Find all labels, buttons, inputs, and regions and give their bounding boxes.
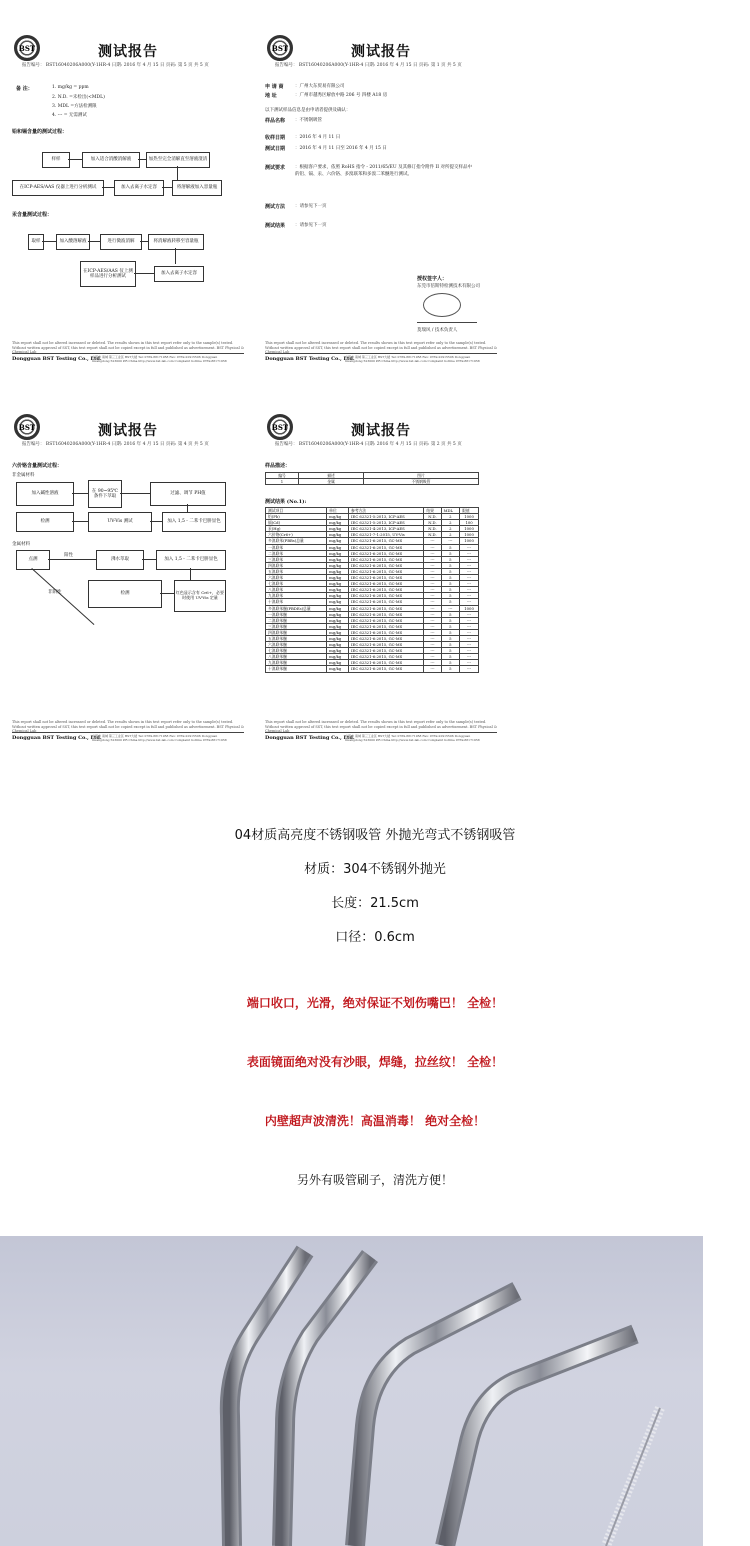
- flow-arrow: [48, 559, 96, 560]
- table-cell: IEC 62321-6:2015, GC-MS: [349, 562, 424, 568]
- table-cell: 1000: [460, 605, 479, 611]
- flow-box: 在 90~95℃ 条件下萃取: [88, 480, 122, 508]
- flow-arrow: [31, 568, 94, 625]
- section-heading: 汞含量测试过程：: [12, 212, 53, 218]
- table-cell: 5: [441, 635, 460, 641]
- flow-arrow: [187, 504, 188, 512]
- company-address: 东莞市 南城 第三工业区 BST大楼 Tel: 0769-88171958 Fax: 0769-22915506 Dongguan Guangdong 523000 P.R.China http://www.bst-lab.com Complaint hotline 0769-88171958: [345, 355, 480, 363]
- table-cell: mg/kg: [327, 587, 349, 593]
- table-cell: ---: [460, 623, 479, 629]
- report-title: 测试报告: [98, 423, 158, 439]
- sample-table: [265, 472, 479, 485]
- table-cell: mg/kg: [327, 520, 349, 526]
- table-cell: 七溴联苯: [266, 581, 327, 587]
- table-cell: 多溴联苯(PBBs)总量: [266, 538, 327, 544]
- table-cell: 五溴联苯: [266, 568, 327, 574]
- flow-arrow: [72, 521, 88, 522]
- brush-note: 另外有吸管刷子，清洗方便！: [296, 1173, 453, 1187]
- sample-info-note: 以下测试样品信息是由申请者提供及确认：: [265, 108, 351, 113]
- table-header-cell: MDL: [441, 508, 460, 514]
- flow-arrow: [162, 187, 172, 188]
- flow-arrow: [42, 241, 56, 242]
- table-cell: 五溴联苯醚: [266, 635, 327, 641]
- table-cell: 5: [441, 617, 460, 623]
- flow-box: UV-Vis 测试: [88, 512, 152, 532]
- table-cell: IEC 62321-6:2015, GC-MS: [349, 623, 424, 629]
- flow-box: 加入碱性溶液: [16, 482, 74, 506]
- table-cell: IEC 62321-7-1:2015, UV-Vis: [349, 532, 424, 538]
- section-heading: 铅和镉含量的测试过程：: [12, 129, 68, 135]
- report-footer: [12, 353, 244, 362]
- result-label: 测试结果: [265, 223, 286, 229]
- flow-box: 将溶解液加入容量瓶: [172, 180, 222, 196]
- table-cell: ---: [460, 575, 479, 581]
- table-cell: ---: [460, 654, 479, 660]
- table-cell: 镉(Cd): [266, 520, 327, 526]
- results-table: [265, 507, 479, 673]
- flow-box: 将消解液转移至容量瓶: [148, 234, 204, 250]
- table-cell: 5: [441, 623, 460, 629]
- table-cell: 八溴联苯醚: [266, 654, 327, 660]
- table-cell: ---: [424, 617, 441, 623]
- report-page-1: [12, 35, 244, 370]
- table-header-cell: 参考方法: [349, 508, 424, 514]
- subsection-label: 非金属材料: [12, 473, 35, 478]
- table-cell: ---: [424, 642, 441, 648]
- report-meta: 报告编号： BST16040206A000(Y-1HR-4 日期: 2016 年 4 月 15 日 页码: 第 5 页 共 5 页: [22, 63, 209, 68]
- table-cell: ---: [460, 562, 479, 568]
- table-cell: mg/kg: [327, 514, 349, 520]
- table-cell: 5: [441, 611, 460, 617]
- flow-box: 沸水萃取: [96, 550, 144, 570]
- table-cell: N.D.: [424, 514, 441, 520]
- table-cell: 5: [441, 660, 460, 666]
- table-cell: 二溴联苯醚: [266, 617, 327, 623]
- table-cell: mg/kg: [327, 654, 349, 660]
- table-cell: ---: [460, 635, 479, 641]
- table-cell: mg/kg: [327, 635, 349, 641]
- flow-arrow: [134, 273, 154, 274]
- table-cell: IEC 62321-6:2015, GC-MS: [349, 617, 424, 623]
- table-cell: mg/kg: [327, 617, 349, 623]
- sample-value: ：不锈钢吸管: [295, 118, 322, 123]
- table-cell: 七溴联苯醚: [266, 648, 327, 654]
- table-cell: ---: [460, 660, 479, 666]
- table-cell: 2: [441, 526, 460, 532]
- table-cell: 四溴联苯醚: [266, 629, 327, 635]
- flow-arrow: [68, 159, 82, 160]
- table-cell: ---: [460, 648, 479, 654]
- product-length: 长度：21.5cm: [331, 896, 419, 911]
- table-cell: ---: [424, 538, 441, 544]
- table-cell: ---: [424, 587, 441, 593]
- table-cell: N.D.: [424, 532, 441, 538]
- table-cell: 2: [441, 514, 460, 520]
- flow-arrow: [160, 593, 174, 594]
- test-date-label: 测试日期: [265, 146, 286, 152]
- table-cell: 六溴联苯: [266, 575, 327, 581]
- table-cell: 六价铬(Cr6+): [266, 532, 327, 538]
- disclaimer-text: This report shall not be altered increased or deleted. The results shown in this test report refer only to the sample(s) tested. Without written approval of SST, this test report shall not be copied except in full and published as advertisement. BST Physical & Chemical Lab: [265, 720, 497, 734]
- table-cell: 5: [441, 666, 460, 672]
- report-title: 测试报告: [351, 423, 411, 439]
- table-cell: 100: [460, 520, 479, 526]
- table-cell: mg/kg: [327, 538, 349, 544]
- table-cell: ---: [424, 660, 441, 666]
- flow-box: 加热至完全消解直至溶液澄清: [146, 152, 210, 168]
- table-header-cell: 测试项目: [266, 508, 327, 514]
- flow-box: 红色显示含有 Cr6+，必要时使用 UV-Vis 定量: [174, 580, 226, 612]
- table-cell: 三溴联苯醚: [266, 623, 327, 629]
- table-cell: 5: [441, 575, 460, 581]
- table-cell: 2: [441, 520, 460, 526]
- table-cell: 1000: [460, 514, 479, 520]
- feature-line: 表面镜面绝对没有沙眼，焊缝，拉丝纹！ 全检！: [246, 1055, 504, 1069]
- table-cell: 5: [441, 544, 460, 550]
- company-name: Dongguan BST Testing Co., Ltd.: [12, 356, 102, 362]
- report-page-3: [12, 414, 244, 749]
- table-cell: ---: [424, 556, 441, 562]
- flow-box: 加入 1,5 - 二苯卡巴肼显色: [156, 550, 226, 570]
- requirement-label: 测试要求: [265, 165, 286, 171]
- subsection-label: 金属材料: [12, 542, 30, 547]
- table-cell: ---: [424, 562, 441, 568]
- table-cell: ---: [460, 550, 479, 556]
- sample-label: 样品名称: [265, 118, 286, 124]
- table-cell: 九溴联苯醚: [266, 660, 327, 666]
- table-cell: mg/kg: [327, 666, 349, 672]
- table-cell: mg/kg: [327, 593, 349, 599]
- table-cell: mg/kg: [327, 629, 349, 635]
- table-cell: ---: [424, 635, 441, 641]
- report-page-2: [265, 35, 497, 370]
- section-heading: 测试结果 (No.1):: [265, 499, 307, 505]
- company-name: Dongguan BST Testing Co., Ltd.: [265, 356, 355, 362]
- table-cell: 多溴联苯醚(PBDEs)总量: [266, 605, 327, 611]
- table-cell: ---: [424, 581, 441, 587]
- note-line: 3. MDL =方法检测限: [52, 104, 97, 109]
- flow-arrow: [142, 559, 156, 560]
- table-cell: IEC 62321-6:2015, GC-MS: [349, 587, 424, 593]
- table-cell: mg/kg: [327, 599, 349, 605]
- flow-box: 过滤、调节 PH值: [150, 482, 226, 506]
- table-cell: IEC 62321-6:2015, GC-MS: [349, 556, 424, 562]
- table-cell: 九溴联苯: [266, 593, 327, 599]
- table-cell: 5: [441, 562, 460, 568]
- applicant-label: 申 请 商: [265, 84, 284, 90]
- table-cell: 5: [441, 587, 460, 593]
- table-header-cell: 编号: [266, 473, 299, 479]
- table-cell: IEC 62321-6:2015, GC-MS: [349, 550, 424, 556]
- company-name: Dongguan BST Testing Co., Ltd.: [265, 735, 355, 741]
- table-cell: 2: [441, 532, 460, 538]
- flow-box: 在ICP-AES/AAS 仪上测样品进行分析测试: [80, 261, 136, 287]
- table-cell: ---: [460, 587, 479, 593]
- table-cell: mg/kg: [327, 526, 349, 532]
- feature-line: 内壁超声波清洗！高温消毒！ 绝对全检！: [264, 1114, 486, 1128]
- flow-arrow: [175, 248, 176, 264]
- flow-arrow: [72, 493, 88, 494]
- table-row: [266, 479, 479, 485]
- table-cell: IEC 62321-6:2015, GC-MS: [349, 635, 424, 641]
- table-cell: 三溴联苯: [266, 556, 327, 562]
- table-cell: mg/kg: [327, 544, 349, 550]
- flow-box: 取样: [28, 234, 44, 250]
- table-cell: mg/kg: [327, 605, 349, 611]
- table-cell: IEC 62321-6:2015, GC-MS: [349, 593, 424, 599]
- table-cell: ---: [424, 593, 441, 599]
- table-cell: 5: [441, 629, 460, 635]
- section-heading: 六价铬含量测试过程：: [12, 463, 63, 469]
- table-cell: IEC 62321-6:2015, GC-MS: [349, 544, 424, 550]
- table-cell: IEC 62321-5:2013, ICP-AES: [349, 520, 424, 526]
- flow-arrow: [177, 166, 178, 180]
- flow-box: 加入去离子水定容: [114, 180, 164, 196]
- table-header-cell: 图片: [364, 473, 479, 479]
- bst-logo-icon: BST: [267, 35, 293, 61]
- table-cell: N.D.: [424, 526, 441, 532]
- note-line: 4. --- = 无需测试: [52, 113, 87, 118]
- table-cell: mg/kg: [327, 575, 349, 581]
- disclaimer-text: This report shall not be altered increased or deleted. The results shown in this test report refer only to the sample(s) tested. Without written approval of SST, this test report shall not be copied except in full and published as advertisement. BST Physical & Chemical Lab: [265, 341, 497, 355]
- bst-logo-icon: BST: [267, 414, 293, 440]
- table-cell: ---: [424, 550, 441, 556]
- table-cell: mg/kg: [327, 660, 349, 666]
- bst-logo-icon: BST: [14, 414, 40, 440]
- table-cell: mg/kg: [327, 648, 349, 654]
- table-cell: ---: [424, 605, 441, 611]
- company-name: Dongguan BST Testing Co., Ltd.: [12, 735, 102, 741]
- table-cell: 1: [266, 479, 299, 485]
- company-address: 东莞市 南城 第三工业区 BST大楼 Tel: 0769-88171958 Fax: 0769-22915506 Dongguan Guangdong 523000 P.R.China http://www.bst-lab.com Complaint hotline 0769-88171958: [345, 734, 480, 742]
- report-footer: [12, 732, 244, 741]
- disclaimer-text: This report shall not be altered increased or deleted. The results shown in this test report refer only to the sample(s) tested. Without written approval of SST, this test report shall not be copied except in full and published as advertisement. BST Physical & Chemical Lab: [12, 720, 244, 734]
- straws-image: [0, 1236, 703, 1546]
- note-line: 1. mg/kg = ppm: [52, 85, 89, 90]
- product-title: 04材质高亮度不锈钢吸管 外抛光弯式不锈钢吸管: [234, 828, 516, 843]
- table-cell: 5: [441, 581, 460, 587]
- table-cell: 十溴联苯: [266, 599, 327, 605]
- table-cell: IEC 62321-6:2015, GC-MS: [349, 666, 424, 672]
- table-cell: mg/kg: [327, 568, 349, 574]
- report-meta: 报告编号： BST16040206A000(Y-1HR-4 日期: 2016 年 4 月 15 日 页码: 第 1 页 共 5 页: [275, 63, 462, 68]
- table-cell: ---: [424, 568, 441, 574]
- received-label: 收样日期: [265, 135, 286, 141]
- table-cell: mg/kg: [327, 550, 349, 556]
- table-cell: IEC 62321-6:2015, GC-MS: [349, 629, 424, 635]
- table-cell: 5: [441, 556, 460, 562]
- table-header-cell: 单位: [327, 508, 349, 514]
- result-value: ：请参见下一页: [295, 223, 327, 228]
- product-material: 材质：304不锈钢外抛光: [304, 862, 446, 877]
- flow-box: 样样: [42, 152, 70, 168]
- table-cell: IEC 62321-6:2015, GC-MS: [349, 654, 424, 660]
- table-cell: IEC 62321-6:2015, GC-MS: [349, 581, 424, 587]
- report-footer: [265, 353, 497, 362]
- note-line: 2. N.D. =未检出(<MDL): [52, 95, 105, 100]
- table-cell: ---: [460, 666, 479, 672]
- requirement-value: ：根据客户要求，依照 RoHS 指令 - 2011/65/EU 及其修订指令附件 II 对所提交样品中的铅、镉、汞、六价铬、多溴联苯和多溴二苯醚进行测试。: [295, 165, 472, 178]
- company-address: 东莞市 南城 第三工业区 BST大楼 Tel: 0769-88171958 Fax: 0769-22915506 Dongguan Guangdong 523000 P.R.China http://www.bst-lab.com Complaint hotline 0769-88171958: [92, 734, 227, 742]
- bst-logo-icon: BST: [14, 35, 40, 61]
- table-cell: 二溴联苯: [266, 550, 327, 556]
- table-cell: ---: [460, 629, 479, 635]
- table-cell: mg/kg: [327, 562, 349, 568]
- table-cell: 5: [441, 568, 460, 574]
- table-cell: 5: [441, 593, 460, 599]
- table-cell: ---: [441, 605, 460, 611]
- company-address: 东莞市 南城 第三工业区 BST大楼 Tel: 0769-88171958 Fax: 0769-22915506 Dongguan Guangdong 523000 P.R.China http://www.bst-lab.com Complaint hotline 0769-88171958: [92, 355, 227, 363]
- flow-arrow: [138, 159, 146, 160]
- flow-label: 非阳性: [48, 590, 62, 595]
- table-cell: 1000: [460, 532, 479, 538]
- flow-box: 进行微波消解: [100, 234, 142, 250]
- table-cell: ---: [460, 544, 479, 550]
- flow-arrow: [150, 521, 162, 522]
- signatory-title: 授权签字人：: [417, 276, 448, 282]
- table-cell: IEC 62321-4:2013, ICP-AES: [349, 526, 424, 532]
- table-cell: ---: [424, 599, 441, 605]
- table-cell: ---: [424, 611, 441, 617]
- table-header-cell: 限值: [460, 508, 479, 514]
- table-cell: ---: [460, 568, 479, 574]
- product-diameter: 口径：0.6cm: [335, 930, 415, 945]
- table-cell: mg/kg: [327, 556, 349, 562]
- table-header-cell: 结果: [424, 508, 441, 514]
- report-meta: 报告编号： BST16040206A000(Y-1HR-4 日期: 2016 年 4 月 15 日 页码: 第 2 页 共 5 页: [275, 442, 462, 447]
- table-cell: 铅(Pb): [266, 514, 327, 520]
- table-cell: IEC 62321-5:2013, ICP-AES: [349, 514, 424, 520]
- table-cell: mg/kg: [327, 623, 349, 629]
- table-cell: 八溴联苯: [266, 587, 327, 593]
- flow-box: 加入 1,5 - 二苯卡巴肼显色: [162, 512, 226, 532]
- address-label: 地 址: [265, 93, 277, 99]
- table-cell: 1000: [460, 538, 479, 544]
- table-cell: IEC 62321-6:2015, GC-MS: [349, 660, 424, 666]
- report-page-4: [265, 414, 497, 749]
- report-footer: [265, 732, 497, 741]
- method-label: 测试方法: [265, 204, 286, 210]
- table-cell: mg/kg: [327, 611, 349, 617]
- address-value: ：广州市越秀区解放中路 206 号 四楼 A18 房: [295, 93, 388, 98]
- flow-box: 检测: [16, 512, 74, 532]
- table-cell: ---: [460, 599, 479, 605]
- flow-arrow: [140, 241, 148, 242]
- table-cell: IEC 62321-6:2015, GC-MS: [349, 642, 424, 648]
- table-cell: ---: [424, 575, 441, 581]
- table-cell: 5: [441, 550, 460, 556]
- table-cell: mg/kg: [327, 581, 349, 587]
- signatory-org: 东莞市倍斯特检测技术有限公司: [417, 284, 480, 289]
- table-cell: ---: [424, 629, 441, 635]
- table-cell: ---: [441, 538, 460, 544]
- table-cell: ---: [460, 556, 479, 562]
- table-cell: IEC 62321-6:2015, GC-MS: [349, 575, 424, 581]
- test-date-value: ：2016 年 4 月 11 日至 2016 年 4 月 15 日: [295, 146, 387, 151]
- flow-arrow: [102, 187, 114, 188]
- table-cell: ---: [460, 617, 479, 623]
- signature-line: [417, 322, 477, 323]
- table-header-cell: 描述: [299, 473, 364, 479]
- table-cell: 5: [441, 648, 460, 654]
- table-cell: 十溴联苯醚: [266, 666, 327, 672]
- disclaimer-text: This report shall not be altered increased or deleted. The results shown in this test report refer only to the sample(s) tested. Without written approval of SST, this test report shall not be copied except in full and published as advertisement. BST Physical & Chemical Lab: [12, 341, 244, 355]
- table-cell: ---: [424, 654, 441, 660]
- flow-box: 检测: [88, 580, 162, 608]
- table-row: [266, 666, 479, 672]
- table-cell: 5: [441, 654, 460, 660]
- table-cell: IEC 62321-6:2015, GC-MS: [349, 599, 424, 605]
- table-cell: 汞(Hg): [266, 526, 327, 532]
- table-cell: ---: [460, 593, 479, 599]
- table-cell: ---: [424, 666, 441, 672]
- table-cell: IEC 62321-6:2015, GC-MS: [349, 538, 424, 544]
- notes-label: 备 注：: [16, 86, 33, 92]
- table-cell: mg/kg: [327, 532, 349, 538]
- flow-box: 在ICP-AES/AAS 仪器上进行分析测试: [12, 180, 104, 196]
- table-cell: IEC 62321-6:2015, GC-MS: [349, 611, 424, 617]
- report-title: 测试报告: [98, 44, 158, 60]
- table-cell: ---: [460, 611, 479, 617]
- table-cell: IEC 62321-6:2015, GC-MS: [349, 648, 424, 654]
- table-cell: IEC 62321-6:2015, GC-MS: [349, 605, 424, 611]
- table-cell: 一溴联苯: [266, 544, 327, 550]
- table-cell: 5: [441, 599, 460, 605]
- signatory-name: 莫瑞风 / 技术负责人: [417, 328, 458, 333]
- company-stamp-icon: [423, 293, 461, 317]
- flow-box: 加入适合消酸消解液: [82, 152, 140, 168]
- product-photo: [0, 1236, 703, 1546]
- table-cell: ---: [424, 544, 441, 550]
- table-cell: 六溴联苯醚: [266, 642, 327, 648]
- table-cell: ---: [460, 581, 479, 587]
- received-value: ：2016 年 4 月 11 日: [295, 135, 341, 140]
- flow-box: 加入去离子水定容: [154, 266, 204, 282]
- applicant-value: ：广州大东贸易有限公司: [295, 84, 345, 89]
- table-cell: mg/kg: [327, 642, 349, 648]
- feature-line: 端口收口，光滑，绝对保证不划伤嘴巴！ 全检！: [246, 996, 504, 1010]
- table-cell: 金属: [299, 479, 364, 485]
- table-cell: 不锈钢吸管: [364, 479, 479, 485]
- flow-arrow: [88, 241, 100, 242]
- report-meta: 报告编号： BST16040206A000(Y-1HR-4 日期: 2016 年 4 月 15 日 页码: 第 4 页 共 5 页: [22, 442, 209, 447]
- table-cell: 5: [441, 642, 460, 648]
- table-cell: IEC 62321-6:2015, GC-MS: [349, 568, 424, 574]
- table-cell: ---: [424, 648, 441, 654]
- flow-label: 阳性: [64, 553, 73, 558]
- flow-box: 加入酸溶解液: [56, 234, 90, 250]
- flow-box: 点测: [16, 550, 50, 570]
- table-cell: 一溴联苯醚: [266, 611, 327, 617]
- table-cell: N.D.: [424, 520, 441, 526]
- table-cell: 1000: [460, 526, 479, 532]
- table-cell: ---: [424, 623, 441, 629]
- table-cell: ---: [460, 642, 479, 648]
- flow-arrow: [120, 493, 150, 494]
- section-heading: 样品描述：: [265, 463, 291, 469]
- table-cell: 四溴联苯: [266, 562, 327, 568]
- report-title: 测试报告: [351, 44, 411, 60]
- method-value: ：请参见下一页: [295, 204, 327, 209]
